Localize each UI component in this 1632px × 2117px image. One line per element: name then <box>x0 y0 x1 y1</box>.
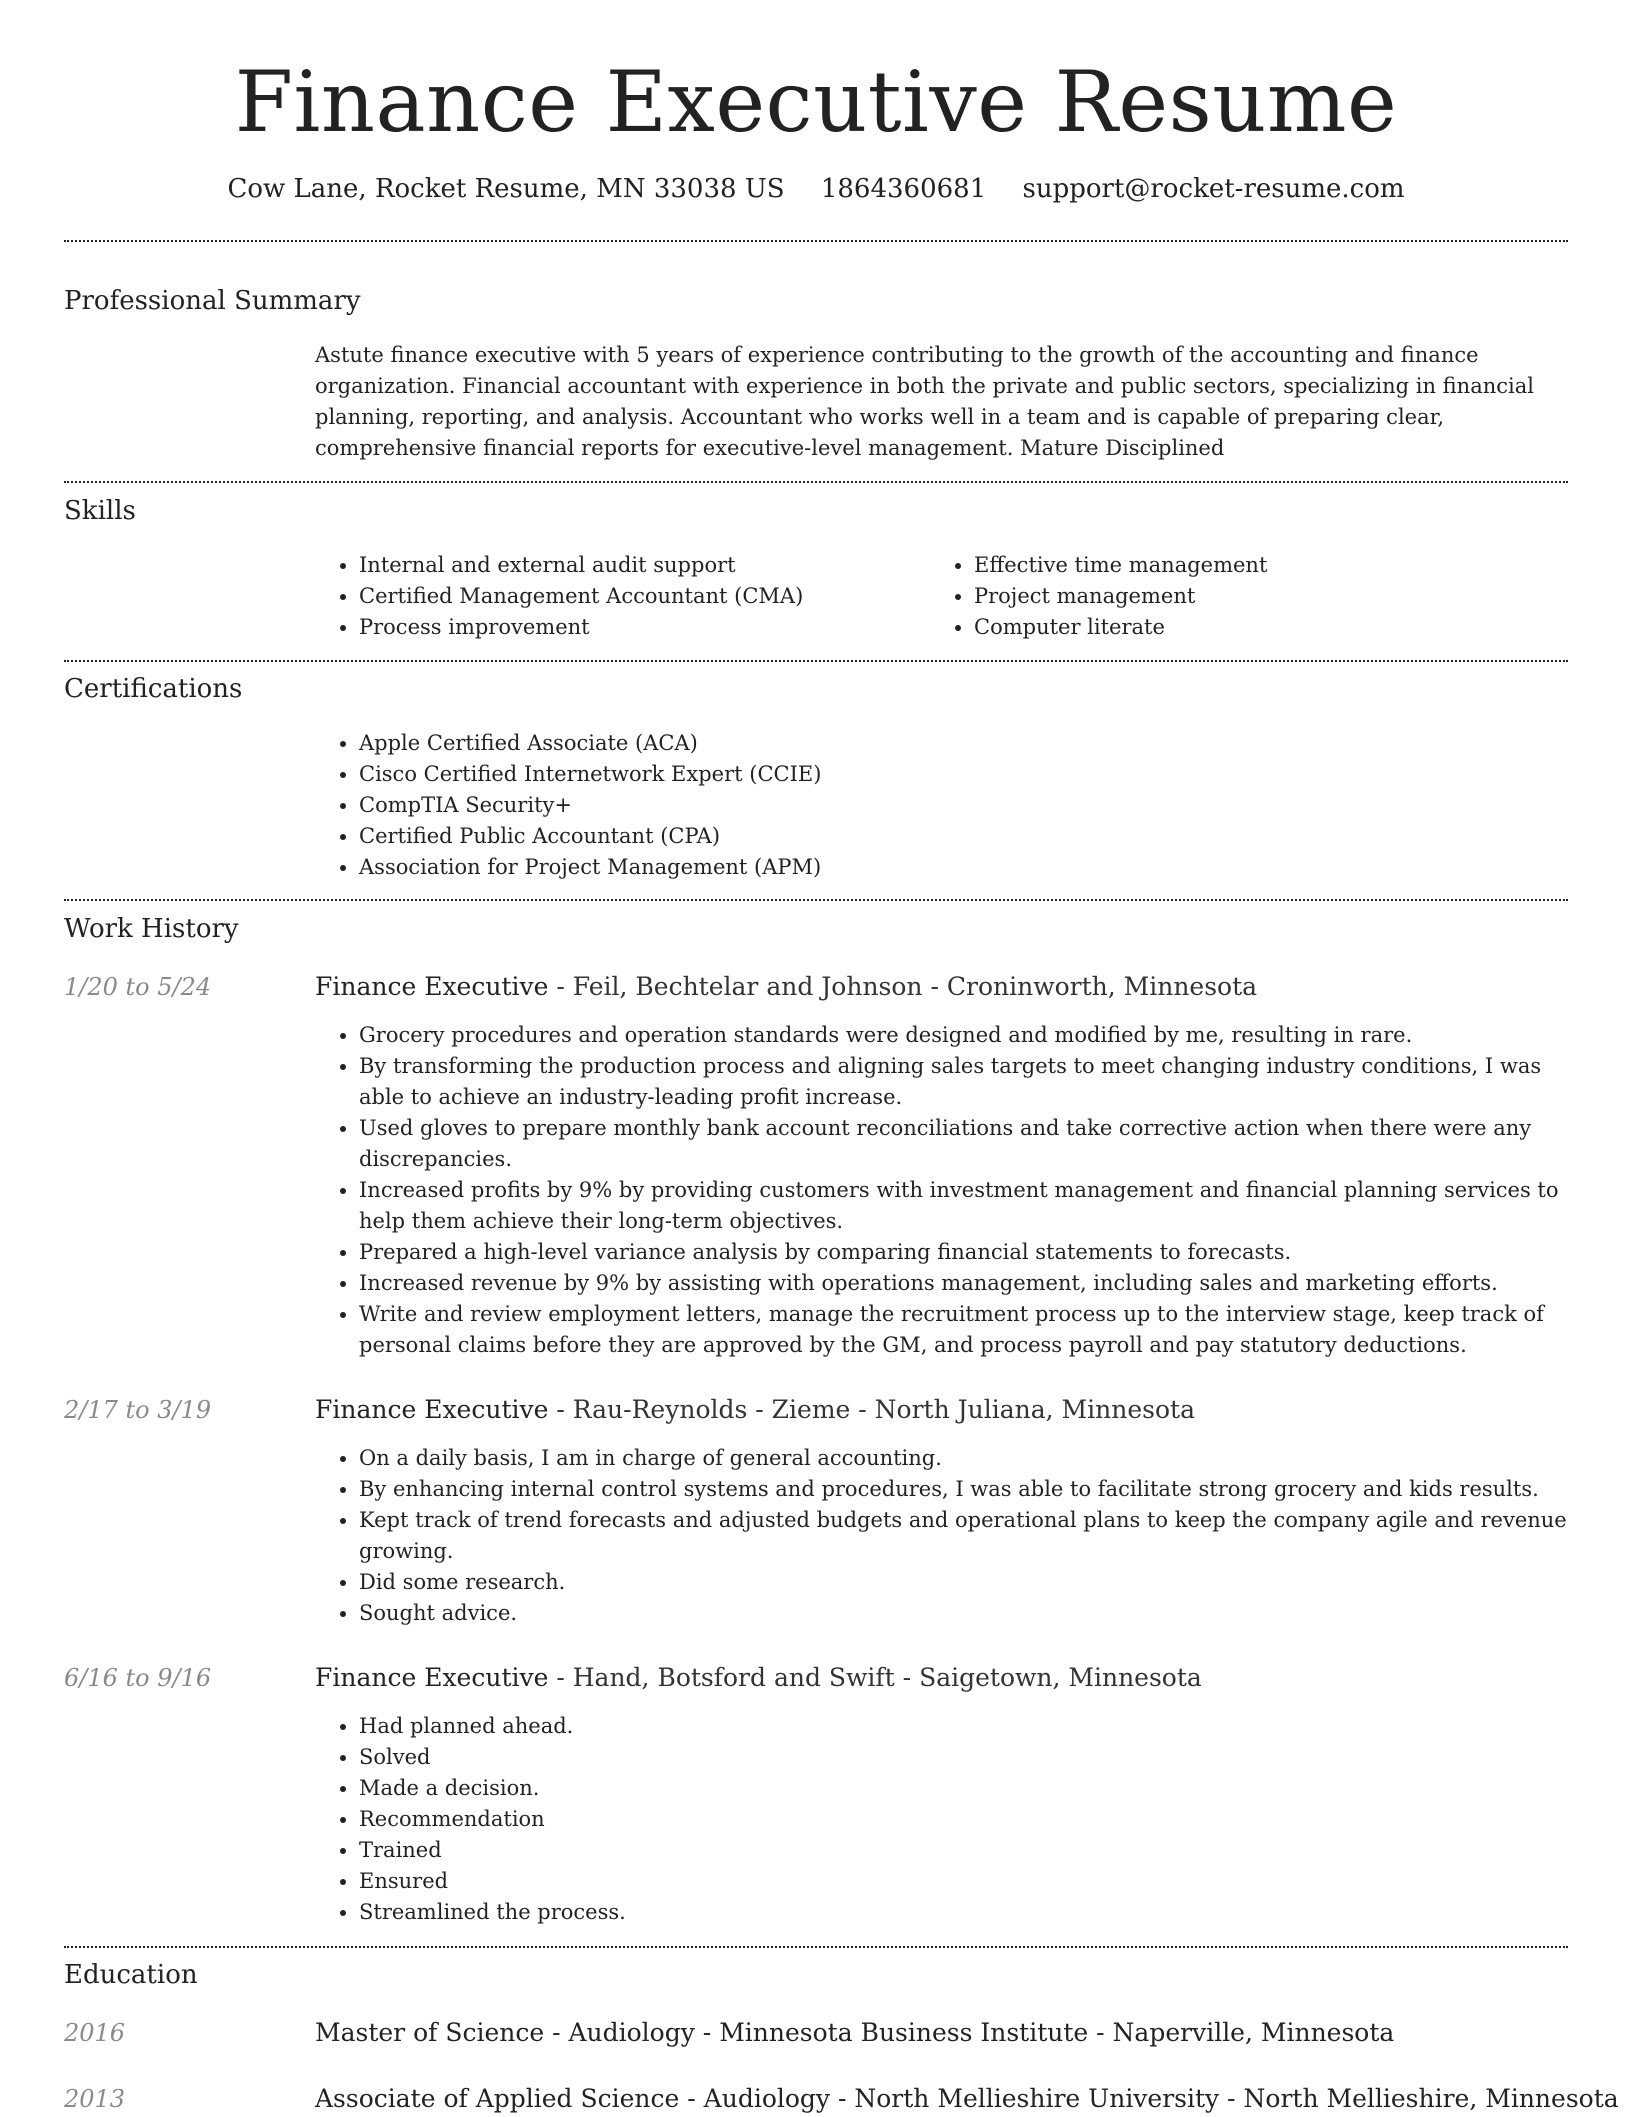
job-dates: 1/20 to 5/24 <box>64 973 212 1001</box>
job-title <box>315 969 1568 1005</box>
job-dates: 6/16 to 9/16 <box>64 1664 212 1692</box>
certification-item: • Association for Project Management (APM) <box>359 852 1559 883</box>
job-bullet: • Used gloves to prepare monthly bank account reconciliations and take corrective action when there were any discrepancies. <box>359 1113 1568 1175</box>
job-bullets <box>315 1020 1568 1361</box>
skills-list-left <box>315 550 939 643</box>
job-bullet: • Streamlined the process. <box>359 1897 1568 1928</box>
job-bullet: • By transforming the production process and aligning sales targets to meet changing industry conditions, I was able to achieve an industry-leading profit increase. <box>359 1051 1568 1113</box>
job-title <box>315 1392 1568 1428</box>
contact-phone: 1864360681 <box>820 174 987 204</box>
education-entry: Associate of Applied Science - Audiology - North Mellieshire University - North Mellieshire, Minnesota <box>315 2084 1619 2113</box>
job-details: - Hand, Botsford and Swift - Saigetown, Minnesota <box>548 1663 1202 1692</box>
summary-heading: Professional Summary <box>64 286 361 316</box>
certification-item: • CompTIA Security+ <box>359 790 1559 821</box>
certification-item: • Certified Public Accountant (CPA) <box>359 821 1559 852</box>
job-bullet: • Grocery procedures and operation standards were designed and modified by me, resulting in rare. <box>359 1020 1568 1051</box>
job-bullet: • Increased revenue by 9% by assisting with operations management, including sales and marketing efforts. <box>359 1268 1568 1299</box>
divider <box>64 660 1568 662</box>
divider <box>64 240 1568 242</box>
job-title <box>315 1660 1568 1696</box>
job-bullet: • Increased profits by 9% by providing customers with investment management and financial planning services to help them achieve their long-term objectives. <box>359 1175 1568 1237</box>
job-bullet: • Sought advice. <box>359 1598 1568 1629</box>
job-bullet: • Recommendation <box>359 1804 1568 1835</box>
certifications-list <box>315 728 1559 883</box>
job-bullet: • Trained <box>359 1835 1568 1866</box>
resume-title: Finance Executive Resume <box>234 53 1398 151</box>
skill-item: • Process improvement <box>359 612 939 643</box>
education-entry: Master of Science - Audiology - Minnesota Business Institute - Naperville, Minnesota <box>315 2018 1395 2047</box>
job-role: Finance Executive <box>315 972 549 1001</box>
job-dates: 2/17 to 3/19 <box>64 1396 212 1424</box>
education-heading: Education <box>64 1960 198 1990</box>
job-bullets <box>315 1711 1568 1928</box>
job-bullet: • Did some research. <box>359 1567 1568 1598</box>
certification-item: • Cisco Certified Internetwork Expert (CCIE) <box>359 759 1559 790</box>
contact-email: support@rocket-resume.com <box>1022 174 1405 204</box>
education-year: 2013 <box>64 2085 126 2113</box>
skill-item: • Effective time management <box>974 550 1574 581</box>
job-bullet: • Kept track of trend forecasts and adjusted budgets and operational plans to keep the company agile and revenue growing. <box>359 1505 1568 1567</box>
divider <box>64 1946 1568 1948</box>
job-bullet: • Made a decision. <box>359 1773 1568 1804</box>
skills-list-right <box>930 550 1574 643</box>
certification-item: • Apple Certified Associate (ACA) <box>359 728 1559 759</box>
job-bullet: • Prepared a high-level variance analysis by comparing financial statements to forecasts. <box>359 1237 1568 1268</box>
job-role: Finance Executive <box>315 1663 549 1692</box>
skill-item: • Project management <box>974 581 1574 612</box>
contact-address: Cow Lane, Rocket Resume, MN 33038 US <box>227 174 785 204</box>
job-bullet: • Write and review employment letters, manage the recruitment process up to the interview stage, keep track of personal claims before they are approved by the GM, and process payroll and pay statutory deductions. <box>359 1299 1568 1361</box>
job-role: Finance Executive <box>315 1395 549 1424</box>
job-bullet: • Ensured <box>359 1866 1568 1897</box>
summary-text: Astute finance executive with 5 years of experience contributing to the growth of the accounting and finance organization. Financial accountant with experience in both the private and public sectors, specializing in financial planning, reporting, and analysis. Accountant who works well in a team and is capable of preparing clear, comprehensive financial reports for executive-level management. Mature Disciplined <box>315 343 1534 460</box>
skill-item: • Certified Management Accountant (CMA) <box>359 581 939 612</box>
job-bullets <box>315 1443 1568 1629</box>
job-bullet: • On a daily basis, I am in charge of general accounting. <box>359 1443 1568 1474</box>
divider <box>64 899 1568 901</box>
certifications-heading: Certifications <box>64 674 243 704</box>
job-bullet: • Had planned ahead. <box>359 1711 1568 1742</box>
divider <box>64 481 1568 483</box>
skills-heading: Skills <box>64 496 136 526</box>
skill-item: • Computer literate <box>974 612 1574 643</box>
job-details: - Rau-Reynolds - Zieme - North Juliana, Minnesota <box>548 1395 1195 1424</box>
job-bullet: • By enhancing internal control systems and procedures, I was able to facilitate strong grocery and kids results. <box>359 1474 1568 1505</box>
work-history-heading: Work History <box>64 914 239 944</box>
skill-item: • Internal and external audit support <box>359 550 939 581</box>
job-bullet: • Solved <box>359 1742 1568 1773</box>
contact-line <box>64 168 1568 210</box>
job-details: - Feil, Bechtelar and Johnson - Croninworth, Minnesota <box>548 972 1258 1001</box>
education-year: 2016 <box>64 2019 126 2047</box>
